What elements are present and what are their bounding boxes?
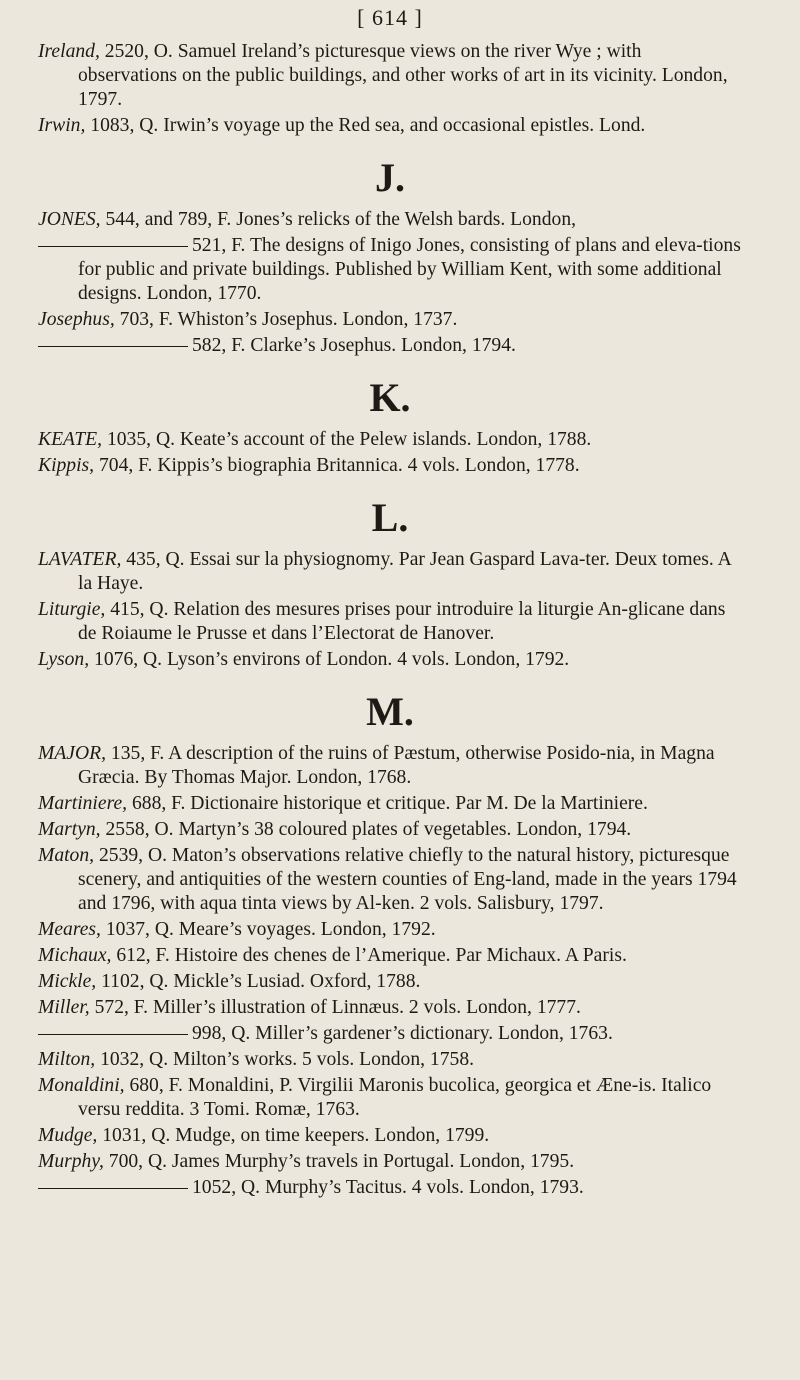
entry-reference: 521, F.	[192, 235, 246, 256]
entry-reference: 2539, O.	[98, 845, 168, 866]
entry-headword: Liturgie,	[38, 599, 106, 620]
entry-headword: Martiniere,	[38, 793, 128, 814]
entry-text: Irwin’s voyage up the Red sea, and occasional epistles. Lond.	[163, 115, 646, 136]
entry-text: Miller’s gardener’s dictionary. London, 1763.	[255, 1023, 613, 1044]
entry-text: Clarke’s Josephus. London, 1794.	[250, 335, 516, 356]
catalogue-entry	[38, 742, 742, 790]
entry-headword: LAVATER,	[38, 549, 122, 570]
entry-headword: Miller,	[38, 997, 90, 1018]
entry-reference: 1035, Q.	[106, 429, 175, 450]
entry-headword: JONES,	[38, 209, 101, 230]
entry-text: Mudge, on time keepers. London, 1799.	[175, 1125, 490, 1146]
entry-headword: MAJOR,	[38, 743, 107, 764]
entry-text: Milton’s works. 5 vols. London, 1758.	[173, 1049, 475, 1070]
entry-reference: 1032, Q.	[100, 1049, 169, 1070]
entry-reference: 680, F.	[129, 1075, 183, 1096]
entry-reference: 582, F.	[192, 335, 246, 356]
entry-reference: 435, Q.	[126, 549, 185, 570]
catalogue-entry	[38, 844, 742, 916]
entry-headword: Milton,	[38, 1049, 96, 1070]
entry-headword: Lyson,	[38, 649, 90, 670]
entry-reference: 998, Q.	[192, 1023, 251, 1044]
catalogue-entry	[38, 996, 742, 1020]
entry-text: The designs of Inigo Jones, consisting of plans and eleva-tions for public and private buildings. Published by William Kent, with some additional designs. London, 1770.	[78, 235, 741, 304]
entry-text: Keate’s account of the Pelew islands. London, 1788.	[179, 429, 592, 450]
section-letter: J.	[375, 155, 405, 200]
entry-reference: 1102, Q.	[101, 971, 169, 992]
catalogue-entry	[38, 648, 742, 672]
catalogue-entry	[38, 1048, 742, 1072]
catalogue-entry	[38, 308, 742, 332]
entry-headword: Ireland,	[38, 41, 100, 62]
entry-text: Essai sur la physiognomy. Par Jean Gaspard Lava-ter. Deux tomes. A la Haye.	[78, 549, 731, 594]
entry-reference: 1076, Q.	[94, 649, 163, 670]
catalogue-entry	[38, 114, 742, 138]
entry-text: A description of the ruins of Pæstum, otherwise Posido-nia, in Magna Græcia. By Thomas Major. London, 1768.	[78, 743, 715, 788]
entry-reference: 612, F.	[116, 945, 170, 966]
catalogue-entry	[38, 1022, 742, 1046]
entry-reference: 572, F.	[94, 997, 149, 1018]
entry-headword: Michaux,	[38, 945, 112, 966]
entry-headword: Maton,	[38, 845, 95, 866]
entry-text: Dictionaire historique et critique. Par M. De la Martiniere.	[190, 793, 648, 814]
entry-headword: Monaldini,	[38, 1075, 125, 1096]
ditto-dash	[38, 1188, 188, 1189]
catalogue-entry	[38, 1124, 742, 1148]
entry-reference: 2558, O.	[105, 819, 174, 840]
catalogue-entry	[38, 1150, 742, 1174]
entry-reference: 704, F.	[98, 455, 153, 476]
entry-text: Miller’s illustration of Linnæus. 2 vols. London, 1777.	[152, 997, 581, 1018]
ditto-dash	[38, 246, 188, 247]
entry-headword: Mudge,	[38, 1125, 98, 1146]
catalogue-entry	[38, 208, 742, 232]
entry-reference: 703, F.	[119, 309, 174, 330]
catalogue-entry	[38, 970, 742, 994]
catalogue-entry	[38, 428, 742, 452]
entry-text: Kippis’s biographia Britannica. 4 vols. London, 1778.	[157, 455, 580, 476]
catalogue-entry	[38, 454, 742, 478]
catalogue-entry	[38, 548, 742, 596]
catalogue-entry	[38, 40, 742, 112]
entry-text: Maton’s observations relative chiefly to the natural history, picturesque scenery, and antiquities of the western counties of Eng-land, made in the years 1794 and 1796, with aqua tinta views by Al-ken. 2 vols. Salisbury, 1797.	[78, 845, 737, 914]
catalogue-entry	[38, 944, 742, 968]
entry-text: James Murphy’s travels in Portugal. London, 1795.	[171, 1151, 575, 1172]
entry-text: Samuel Ireland’s picturesque views on the river Wye ; with observations on the public buildings, and other works of art in its vicinity. London, 1797.	[78, 41, 728, 110]
catalogue-entry	[38, 918, 742, 942]
entry-headword: Martyn,	[38, 819, 101, 840]
entry-headword: Mickle,	[38, 971, 97, 992]
entry-reference: 1083, Q.	[90, 115, 159, 136]
entry-reference: 1031, Q.	[102, 1125, 171, 1146]
entry-text: Whiston’s Josephus. London, 1737.	[177, 309, 458, 330]
entry-headword: Kippis,	[38, 455, 95, 476]
section-letter: M.	[366, 689, 414, 734]
entry-reference: 135, F.	[110, 743, 165, 764]
page-number: [ 614 ]	[357, 5, 423, 30]
entry-headword: Irwin,	[38, 115, 86, 136]
entry-reference: 1037, Q.	[105, 919, 174, 940]
entry-text: Monaldini, P. Virgilii Maronis bucolica, georgica et Æne-is. Italico versu reddita. 3 Tomi. Romæ, 1763.	[78, 1075, 712, 1120]
entry-headword: KEATE,	[38, 429, 103, 450]
entry-text: Mickle’s Lusiad. Oxford, 1788.	[173, 971, 421, 992]
entry-text: Meare’s voyages. London, 1792.	[178, 919, 436, 940]
entry-text: Jones’s relicks of the Welsh bards. London,	[236, 209, 577, 230]
entry-text: Lyson’s environs of London. 4 vols. London, 1792.	[167, 649, 570, 670]
section-letter: L.	[371, 495, 409, 540]
entry-reference: 1052, Q.	[192, 1177, 261, 1198]
entry-text: Relation des mesures prises pour introduire la liturgie An-glicane dans de Roiaume le Prusse et dans l’Electorat de Hanover.	[78, 599, 726, 644]
entry-reference: 700, Q.	[108, 1151, 168, 1172]
catalogue-entry	[38, 1074, 742, 1122]
entry-headword: Murphy,	[38, 1151, 104, 1172]
ditto-dash	[38, 1034, 188, 1035]
catalogue-entry	[38, 1176, 742, 1200]
catalogue-entry	[38, 598, 742, 646]
entry-headword: Josephus,	[38, 309, 115, 330]
entry-reference: 688, F.	[131, 793, 186, 814]
entry-text: Histoire des chenes de l’Amerique. Par Michaux. A Paris.	[174, 945, 627, 966]
entry-reference: 415, Q.	[110, 599, 169, 620]
catalogue-entry	[38, 792, 742, 816]
ditto-dash	[38, 346, 188, 347]
section-letter: K.	[369, 375, 411, 420]
catalogue-content	[38, 40, 742, 1200]
entry-text: Murphy’s Tacitus. 4 vols. London, 1793.	[264, 1177, 584, 1198]
catalogue-entry	[38, 234, 742, 306]
entry-text: Martyn’s 38 coloured plates of vegetables. London, 1794.	[178, 819, 632, 840]
entry-reference: 2520, O.	[104, 41, 173, 62]
entry-reference: 544, and 789, F.	[105, 209, 232, 230]
catalogue-entry	[38, 818, 742, 842]
entry-headword: Meares,	[38, 919, 101, 940]
catalogue-entry	[38, 334, 742, 358]
